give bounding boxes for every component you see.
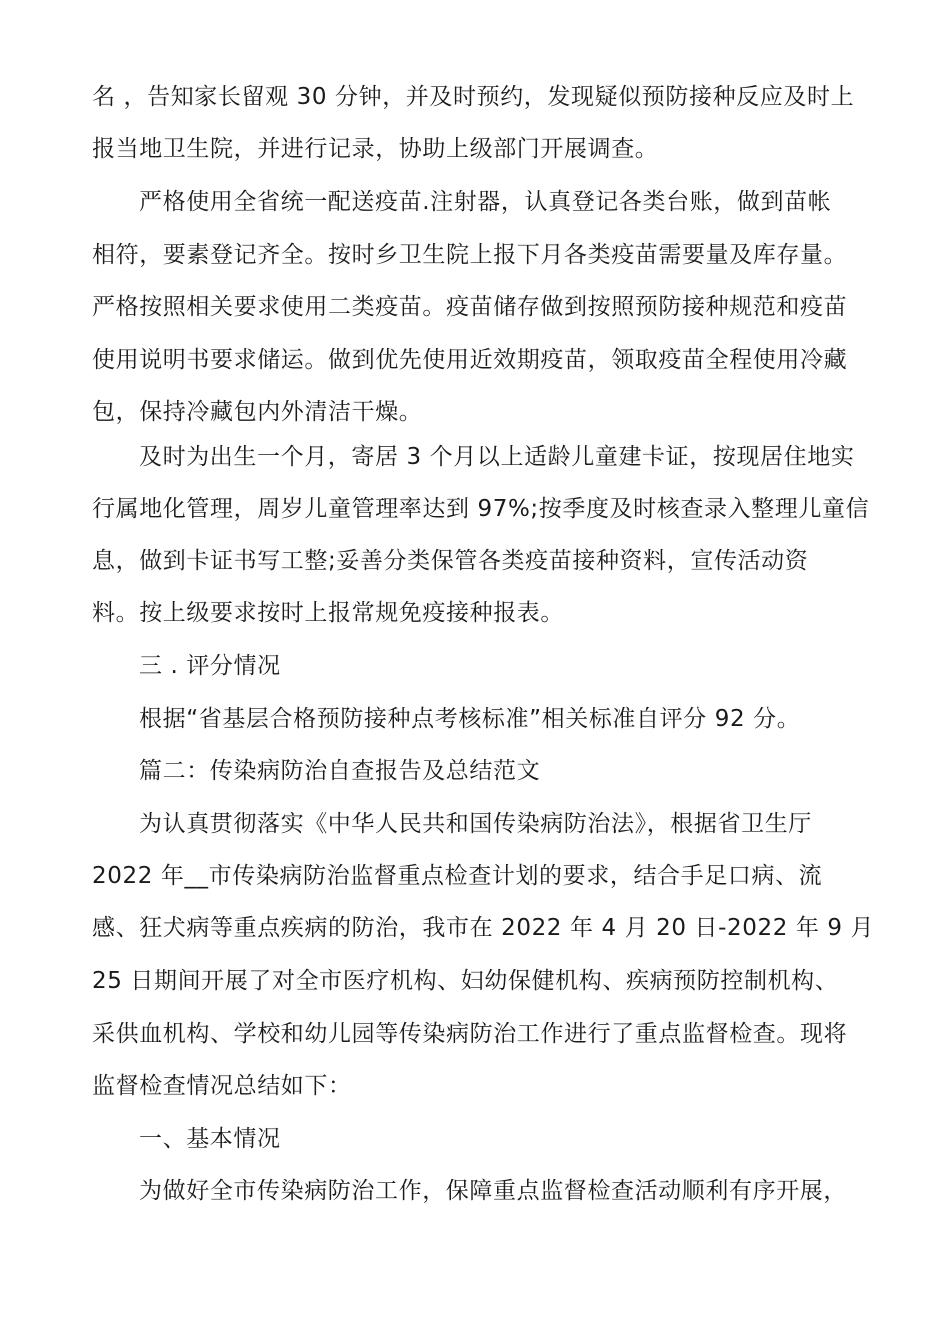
- text-line: 感、狂犬病等重点疾病的防治，我市在 2022 年 4 月 20 日-2022 年 9 月: [92, 915, 875, 941]
- article-title: 篇二：传染病防治自查报告及总结范文: [139, 758, 541, 784]
- text-line: 及时为出生一个月，寄居 3 个月以上适龄儿童建卡证，按现居住地实: [139, 444, 855, 470]
- text-line: 名 ，告知家长留观 30 分钟，并及时预约，发现疑似预防接种反应及时上: [92, 84, 855, 110]
- text-line: 监督检查情况总结如下：: [92, 1073, 352, 1099]
- text-line: 2022 年__市传染病防治监督重点检查计划的要求，结合手足口病、流: [92, 863, 823, 889]
- section-heading: 一、基本情况: [139, 1126, 281, 1152]
- text-line: 息，做到卡证书写工整;妥善分类保管各类疫苗接种资料，宣传活动资: [92, 548, 809, 574]
- text-line: 严格按照相关要求使用二类疫苗。疫苗储存做到按照预防接种规范和疫苗: [92, 294, 848, 320]
- text-line: 包，保持冷藏包内外清洁干燥。: [92, 399, 423, 425]
- text-line: 报当地卫生院，并进行记录，协助上级部门开展调查。: [92, 136, 659, 162]
- text-line: 行属地化管理，周岁儿童管理率达到 97%;按季度及时核查录入整理儿童信: [92, 496, 870, 522]
- section-heading: 三 . 评分情况: [139, 653, 281, 679]
- text-line: 根据“省基层合格预防接种点考核标准”相关标准自评分 92 分。: [139, 706, 801, 732]
- text-line: 25 日期间开展了对全市医疗机构、妇幼保健机构、疾病预防控制机构、: [92, 968, 839, 994]
- text-line: 为做好全市传染病防治工作，保障重点监督检查活动顺利有序开展，: [139, 1178, 847, 1204]
- text-line: 严格使用全省统一配送疫苗.注射器，认真登记各类台账，做到苗帐: [139, 189, 832, 215]
- text-line: 料。按上级要求按时上报常规免疫接种报表。: [92, 600, 564, 626]
- text-line: 为认真贯彻落实《中华人民共和国传染病防治法》，根据省卫生厅: [139, 811, 812, 837]
- text-line: 使用说明书要求储运。做到优先使用近效期疫苗，领取疫苗全程使用冷藏: [92, 347, 848, 373]
- text-line: 相符，要素登记齐全。按时乡卫生院上报下月各类疫苗需要量及库存量。: [92, 242, 848, 268]
- text-line: 采供血机构、学校和幼儿园等传染病防治工作进行了重点监督检查。现将: [92, 1021, 848, 1047]
